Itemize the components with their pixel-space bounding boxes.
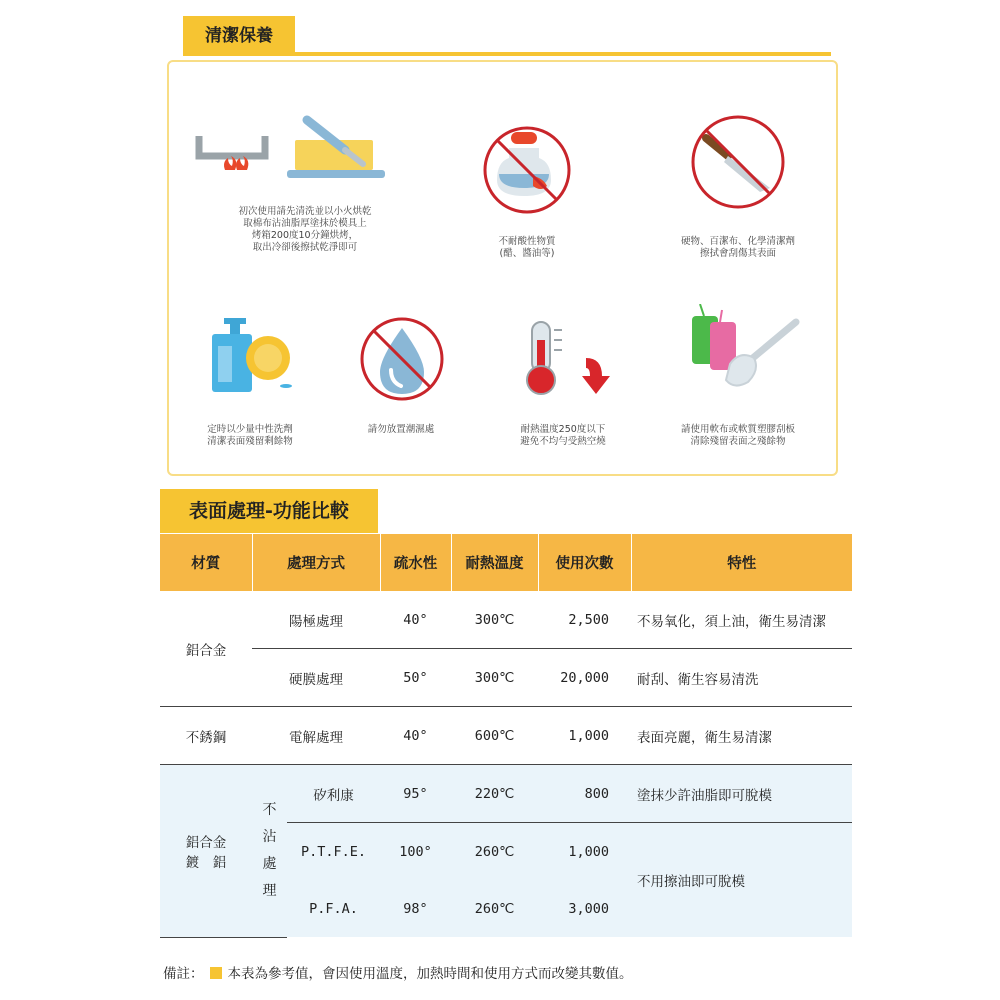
caption-heat-limit: 耐熱溫度250度以下 避免不均勻受熱空燒 xyxy=(520,424,606,447)
nonstick-char: 理 xyxy=(262,882,277,899)
table-header-row xyxy=(160,534,852,591)
cell-method: 電解處理 xyxy=(252,707,380,765)
cell-hydrophobic: 100° xyxy=(380,823,451,881)
nonstick-char: 沾 xyxy=(262,828,277,845)
group-aluminum: 鋁合金 xyxy=(160,591,252,707)
cloth-spatula-icon xyxy=(688,304,803,394)
cell-heat: 260℃ xyxy=(451,880,538,937)
group-stainless: 不銹鋼 xyxy=(160,707,252,765)
caption-soft-cloth: 請使用軟布或軟質塑膠刮板 清除殘留表面之殘餘物 xyxy=(680,424,795,447)
caption-first-use: 初次使用請先清洗並以小火烘乾 取棉布沾油脂厚塗抹於模具上 烤箱200度10分鐘烘烤， 取出冷卻後擦拭乾淨即可 xyxy=(238,206,372,253)
note-label: 備註： xyxy=(163,966,204,982)
cell-hydrophobic: 40° xyxy=(380,591,451,649)
title-underline xyxy=(183,52,831,56)
caption-no-abrasive: 硬物、百潔布、化學清潔劑 擦拭會刮傷其表面 xyxy=(680,236,795,259)
cell-uses: 3,000 xyxy=(538,880,631,937)
no-acid-icon xyxy=(481,124,573,216)
group-plated-aluminum xyxy=(160,765,252,938)
no-knife-icon xyxy=(688,112,788,212)
footnote xyxy=(163,962,633,982)
cell-uses: 1,000 xyxy=(538,823,631,881)
cell-hydrophobic: 50° xyxy=(380,649,451,707)
cell-method: 矽利康 xyxy=(287,765,380,823)
table-row xyxy=(160,707,852,765)
no-water-icon xyxy=(359,316,445,402)
thermometer-icon xyxy=(520,318,610,398)
cell-hydrophobic: 98° xyxy=(380,880,451,937)
cell-heat: 260℃ xyxy=(451,823,538,881)
group-nonstick xyxy=(252,765,287,938)
table-row xyxy=(160,649,852,707)
table-row xyxy=(160,591,852,649)
table-row xyxy=(160,765,852,823)
cell-feature: 表面亮麗，衛生易清潔 xyxy=(631,707,852,765)
cell-heat: 300℃ xyxy=(451,591,538,649)
header-feature: 特性 xyxy=(631,534,852,591)
cell-feature: 不易氧化，須上油，衛生易清潔 xyxy=(631,591,852,649)
cell-uses: 2,500 xyxy=(538,591,631,649)
cell-method: 硬膜處理 xyxy=(252,649,380,707)
cell-uses: 800 xyxy=(538,765,631,823)
cell-heat: 600℃ xyxy=(451,707,538,765)
cell-feature: 耐刮、衛生容易清洗 xyxy=(631,649,852,707)
cell-hydrophobic: 40° xyxy=(380,707,451,765)
header-hydrophobic: 疏水性 xyxy=(380,534,451,591)
cell-feature: 塗抹少許油脂即可脫模 xyxy=(631,765,852,823)
cell-method: P.F.A. xyxy=(287,880,380,937)
group-plated-line2: 鍍 鋁 xyxy=(185,854,227,871)
header-method: 處理方式 xyxy=(252,534,380,591)
note-text: 本表為參考值，會因使用溫度，加熱時間和使用方式而改變其數值。 xyxy=(227,966,633,982)
cell-heat: 220℃ xyxy=(451,765,538,823)
nonstick-char: 不 xyxy=(262,801,277,818)
table-section-title: 表面處理-功能比較 xyxy=(160,489,378,533)
surface-treatment-table xyxy=(160,534,852,938)
group-plated-line1: 鋁合金 xyxy=(185,834,227,851)
caption-detergent: 定時以少量中性洗劑 清潔表面殘留剩餘物 xyxy=(207,424,293,447)
cell-method: 陽極處理 xyxy=(252,591,380,649)
header-heat: 耐熱溫度 xyxy=(451,534,538,591)
care-section-title: 清潔保養 xyxy=(183,16,295,56)
cell-heat: 300℃ xyxy=(451,649,538,707)
cell-hydrophobic: 95° xyxy=(380,765,451,823)
header-material: 材質 xyxy=(160,534,252,591)
caption-no-moisture: 請勿放置潮濕處 xyxy=(367,424,435,435)
cell-feature: 不用擦油即可脫模 xyxy=(631,823,852,938)
note-square-icon xyxy=(210,967,222,979)
header-uses: 使用次數 xyxy=(538,534,631,591)
detergent-icon xyxy=(204,316,300,394)
butter-mold-icon xyxy=(195,112,390,190)
cell-method: P.T.F.E. xyxy=(287,823,380,881)
cell-uses: 20,000 xyxy=(538,649,631,707)
cell-uses: 1,000 xyxy=(538,707,631,765)
caption-no-acid: 不耐酸性物質 (醋、醬油等) xyxy=(498,236,556,259)
nonstick-char: 處 xyxy=(262,855,277,872)
